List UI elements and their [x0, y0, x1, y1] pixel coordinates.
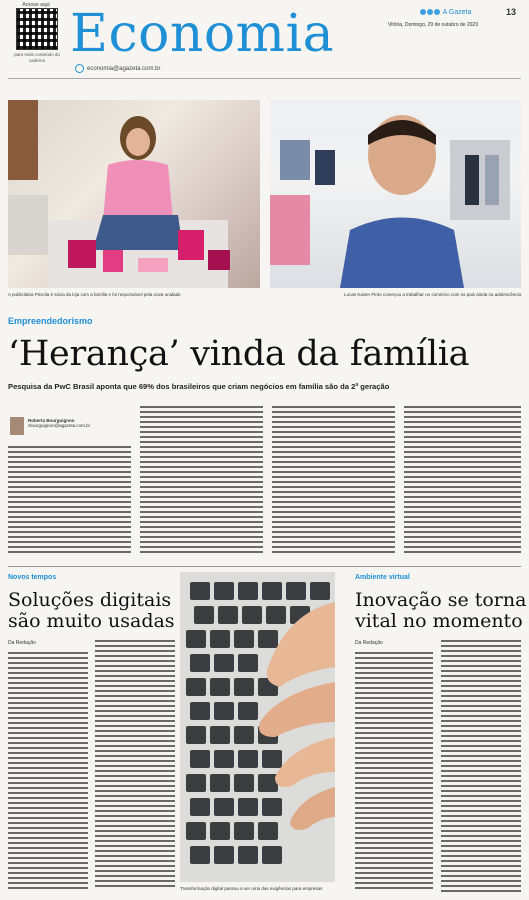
dateline: Vitória, Domingo, 29 de outubro de 2023	[388, 22, 478, 28]
section-email-text: economia@agazeta.com.br	[87, 66, 161, 73]
photo-caption-left: A publicitária Priscila é sócia da loja com a família e foi responsável pela nova unidade	[8, 292, 181, 297]
photo-caption-right: Lucas Kaiser Pinto começou a trabalhar no comércio com os pais ainda na adolescência	[344, 292, 521, 297]
photo-keyboard	[180, 572, 335, 882]
right-headline-line2: vital no momento	[355, 610, 523, 632]
logo-text: A Gazeta	[442, 9, 472, 16]
main-body-column-4	[404, 406, 521, 554]
main-body-column-2	[140, 406, 263, 556]
author-name: Roberta Bourguignon	[28, 418, 75, 423]
section-email[interactable]	[75, 64, 160, 73]
right-byline: Da Redação	[355, 640, 383, 646]
left-body-column-1	[8, 652, 88, 892]
author-block	[28, 418, 90, 428]
author-photo	[10, 417, 24, 435]
globe-icon	[75, 64, 84, 73]
photo-woman-store	[8, 100, 260, 288]
left-headline	[8, 590, 175, 632]
left-headline-line1: Soluções digitais	[8, 589, 172, 611]
qr-label: Acesse aqui	[22, 2, 50, 8]
section-divider	[8, 566, 521, 567]
right-body-column-2	[441, 640, 521, 892]
newspaper-logo	[420, 9, 471, 16]
left-byline: Da Redação	[8, 640, 36, 646]
keyboard-caption: Transformação digital passou a ser uma das exigências para empresas	[180, 886, 323, 891]
right-kicker: Ambiente virtual	[355, 574, 410, 581]
left-body-column-2	[95, 640, 175, 890]
main-headline: ‘Herança’ vinda da família	[8, 334, 470, 374]
left-headline-line2: são muito usadas	[8, 610, 175, 632]
main-dek: Pesquisa da PwC Brasil aponta que 69% dos brasileiros que criam negócios em família são da 2ª geração	[8, 382, 390, 391]
header-divider	[8, 78, 521, 79]
right-headline-line1: Inovação se torna	[355, 589, 527, 611]
main-body-column-1	[8, 446, 131, 556]
logo-dots-icon	[420, 9, 441, 16]
main-body-column-3	[272, 406, 395, 556]
right-headline	[355, 590, 526, 632]
page-number: 13	[506, 7, 517, 17]
qr-code[interactable]	[16, 8, 58, 50]
section-title: Economia	[70, 4, 335, 64]
main-kicker: Empreendedorismo	[8, 316, 93, 326]
right-body-column-1	[355, 652, 433, 892]
photo-man-store	[270, 100, 521, 288]
qr-caption: para mais conteúdo do caderno	[14, 52, 60, 63]
left-kicker: Novos tempos	[8, 574, 57, 581]
author-email: rbourguignon@agazeta.com.br	[28, 423, 91, 428]
